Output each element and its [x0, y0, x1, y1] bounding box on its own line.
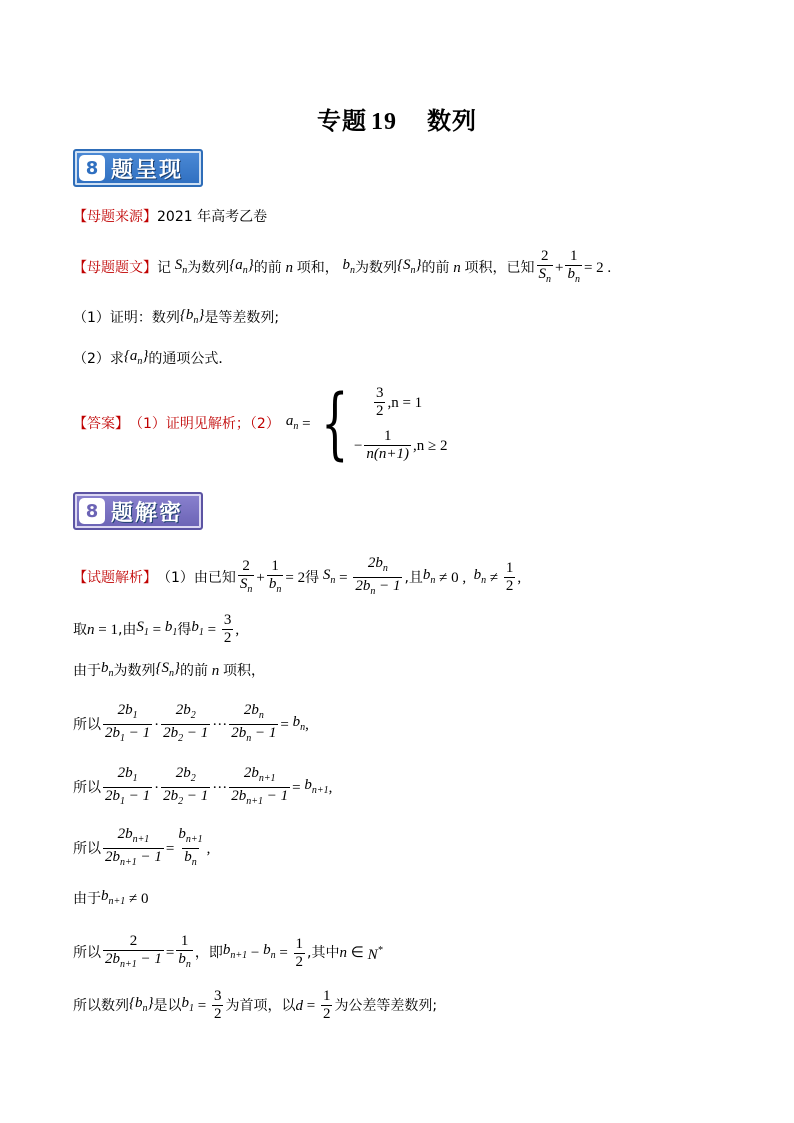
answer-line: 【答案】 （1）证明见解析；（2） $a_n$ = { $\frac{3}{2}$ ,n = 1 − $\frac{1}{n(n+1)}$ ,n ≥ 2 — [73, 379, 448, 469]
question-2: （2）求 $\{a_n\}$ 的通项公式． — [73, 348, 233, 367]
analysis-line-1: 【试题解析】 （1）由已知 $\frac{2}{S_n}$ + $\frac{1}{b_n}$ = 2 得 $S_n$ = $\frac{2b_n}{2b_n - 1}$ ,且 $b_n$ ≠ 0 , $b_n$ ≠ $\frac{1}{2}$ , — [73, 555, 521, 600]
problem-banner — [73, 149, 203, 187]
page-title: 专题 19 数列 — [317, 107, 477, 135]
banner-text: 题解密 — [111, 500, 184, 526]
source-line: 【母题来源】 2021 年高考乙卷 — [73, 209, 268, 225]
analysis-line-9: 所以数列 $\{b_n\}$ 是以 $b_1$ = $\frac{3}{2}$ 为首项，以 d = $\frac{1}{2}$ 为公差等差数列; — [73, 988, 438, 1022]
analysis-line-8: 所以 $\frac{2}{2b_{n+1} - 1}$ = $\frac{1}{b_n}$ ，即 $b_{n+1}$ − $b_n$ = $\frac{1}{2}$ ,其中 n ∈ N* — [73, 933, 383, 973]
banner-logo-icon: 8 — [79, 155, 105, 181]
analysis-line-2: 取 n = 1 ,由 $S_1$ = $b_1$ 得 $b_1$ = $\frac{3}{2}$ , — [73, 612, 240, 646]
analysis-line-6: 所以 $\frac{2b_{n+1}}{2b_{n+1} - 1}$ = $\frac{b_{n+1}}{b_n}$ , — [73, 826, 210, 871]
solution-banner — [73, 492, 203, 530]
question-1: （1）证明：数列 $\{b_n\}$ 是等差数列; — [73, 307, 280, 326]
banner-text: 题呈现 — [111, 157, 184, 183]
analysis-line-7: 由于 $b_{n+1}$ ≠ 0 — [73, 888, 149, 907]
problem-text: 【母题题文】 记 $S_n$ 为数列 $\{a_n\}$ 的前 n 项和， $b_n$ 为数列 $\{S_n\}$ 的前 n 项积，已知 $\frac{2}{S_n}$ + $\frac{1}{b_n}$ = 2 . — [73, 248, 611, 288]
analysis-line-5: 所以 $\frac{2b_1}{2b_1 - 1}$ · $\frac{2b_2}{2b_2 - 1}$ ··· $\frac{2b_{n+1}}{2b_{n+1} - 1}$ = $b_{n+1}$ , — [73, 765, 332, 810]
analysis-line-4: 所以 $\frac{2b_1}{2b_1 - 1}$ · $\frac{2b_2}{2b_2 - 1}$ ··· $\frac{2b_n}{2b_n - 1}$ = $b_n$ , — [73, 702, 309, 747]
analysis-line-3: 由于 $b_n$ 为数列 $\{S_n\}$ 的前 n 项积， — [73, 660, 265, 679]
banner-logo-icon: 8 — [79, 498, 105, 524]
